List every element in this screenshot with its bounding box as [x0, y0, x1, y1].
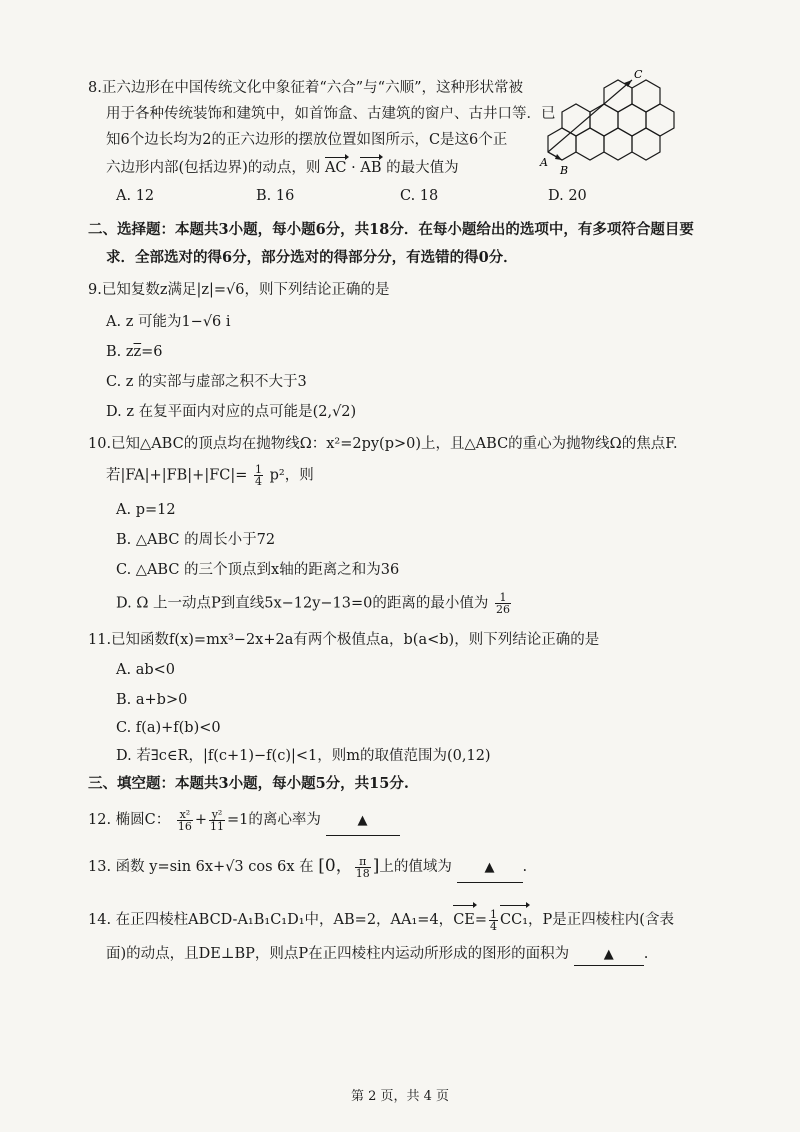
fraction-numerator: y² [209, 809, 225, 821]
page-footer: 第 2 页，共 4 页 [350, 1089, 450, 1104]
q9-option-b-pre: B. z [106, 344, 134, 360]
q13-end: . [522, 859, 528, 875]
fraction [355, 856, 371, 879]
q8-line3: 知6个边长均为2的正六边形的摆放位置如图所示，C是这6个正 [106, 132, 508, 148]
fraction-denominator: 11 [210, 819, 225, 833]
q10-option-d-text: D. Ω 上一动点P到直线5x−12y−13=0的距离的最小值为 [116, 595, 489, 612]
section2-heading-cont: 求．全部选对的得6分，部分选对的得部分分，有选错的得0分． [106, 249, 518, 266]
q11-stem: 11.已知函数f(x)=mx³−2x+2a有两个极值点a，b(a<b)，则下列结论正确的是 [88, 632, 600, 648]
q14-end: . [643, 946, 649, 962]
q9-option-c: C. z 的实部与虚部之积不大于3 [106, 374, 307, 390]
hexagon [548, 128, 576, 160]
answer-blank[interactable] [326, 806, 400, 836]
fraction-numerator: π [355, 856, 371, 868]
q12 [88, 806, 400, 836]
hexagon [632, 80, 660, 112]
hexagon [646, 104, 674, 136]
triangle-marker: ▲ [484, 860, 495, 875]
triangle-marker: ▲ [603, 947, 614, 962]
q8-option-a: A. 12 [116, 188, 155, 204]
q10-line2 [106, 464, 314, 487]
q14-line1-end: ，P是正四棱柱内(含表 [528, 912, 674, 928]
q12-pre: 12. 椭圆C： [88, 812, 171, 828]
q8-option-c: C. 18 [400, 188, 439, 204]
q11-option-a: A. ab<0 [116, 662, 175, 678]
q14-line2 [106, 944, 648, 966]
vector-ac: AC [324, 160, 347, 176]
fraction-denominator: 4 [490, 919, 498, 933]
hexagon-figure [538, 66, 698, 182]
q13 [88, 852, 527, 883]
arrowhead-b [555, 154, 562, 160]
q11-option-d: D. 若∃c∈R，|f(c+1)−f(c)|<1，则m的取值范围为(0,12) [116, 748, 491, 764]
label-a: A [540, 156, 548, 169]
fraction-denominator: 16 [177, 819, 192, 833]
q8-option-d: D. 20 [548, 188, 587, 204]
dot-operator: · [351, 160, 356, 176]
answer-blank[interactable] [574, 944, 644, 966]
fraction [177, 809, 193, 832]
q8-line4-text: 六边形内部(包括边界)的动点，则 [106, 160, 321, 176]
q9-option-a: A. z 可能为1−√6 i [106, 314, 231, 330]
q13-pre: 13. 函数 y=sin 6x+√3 cos 6x 在 [88, 859, 314, 875]
plus: + [194, 812, 208, 828]
q8-line2: 用于各种传统装饰和建筑中，如首饰盒、古建筑的窗户、古井口等．已 [106, 106, 556, 122]
fraction-numerator: 1 [255, 463, 263, 476]
fraction-numerator: 1 [495, 592, 511, 604]
hexagon [604, 128, 632, 160]
hexagon [590, 104, 618, 136]
vector-ab: AB [360, 160, 382, 176]
q12-post: =1的离心率为 [227, 812, 321, 828]
interval-open: [0， [318, 856, 353, 876]
q8-line4 [106, 158, 459, 178]
hexagon [618, 104, 646, 136]
section3-heading: 三、填空题：本题共3小题，每小题5分，共15分. [88, 775, 409, 792]
triangle-marker: ▲ [357, 813, 368, 828]
hexagon [632, 128, 660, 160]
fraction [254, 464, 263, 487]
q9-option-b-post: =6 [141, 344, 163, 360]
conjugate-z: $\overline{z}$ [133, 344, 142, 360]
q11-option-b: B. a+b>0 [116, 692, 188, 708]
answer-blank[interactable] [457, 853, 523, 883]
q14-line1 [88, 906, 674, 934]
q10-stem: 10.已知△ABC的顶点均在抛物线Ω：x²=2py(p>0)上，且△ABC的重心为抛物线Ω的焦点F. [88, 436, 678, 452]
q10-option-d [116, 592, 513, 615]
fraction-denominator: 18 [355, 866, 370, 880]
fraction-denominator: 26 [496, 603, 510, 616]
interval-close: ] [372, 856, 380, 876]
vector-ce: CE [453, 906, 475, 934]
q8-option-b: B. 16 [256, 188, 295, 204]
q9-stem: 9.已知复数z满足|z|=√6，则下列结论正确的是 [88, 282, 390, 298]
fraction [209, 809, 225, 832]
equals: = [474, 912, 488, 928]
q8-line4-end: 的最大值为 [386, 160, 459, 176]
label-c: C [634, 68, 643, 81]
q10-option-b: B. △ABC 的周长小于72 [116, 532, 276, 548]
q14-line2-text: 面)的动点，且DE⊥BP，则点P在正四棱柱内运动所形成的图形的面积为 [106, 946, 570, 962]
q10-option-a: A. p=12 [116, 502, 176, 518]
fraction-numerator: 1 [490, 907, 498, 921]
hexagon [576, 128, 604, 160]
label-b: B [560, 164, 569, 177]
vector-ac-line [548, 80, 632, 152]
q10-option-c: C. △ABC 的三个顶点到x轴的距离之和为36 [116, 562, 400, 578]
fraction [489, 909, 498, 932]
q9-option-b [106, 342, 163, 362]
q9-option-d: D. z 在复平面内对应的点可能是(2,√2) [106, 404, 357, 420]
fraction-numerator: x² [177, 809, 193, 821]
q8-line1: 8.正六边形在中国传统文化中象征着“六合”与“六顺”，这种形状常被 [88, 80, 523, 96]
q10-line2-end: p²，则 [269, 467, 314, 484]
fraction-denominator: 4 [255, 475, 263, 488]
fraction [495, 592, 511, 615]
q11-option-c: C. f(a)+f(b)<0 [116, 720, 221, 736]
section2-heading: 二、选择题：本题共3小题，每小题6分，共18分．在每小题给出的选项中，有多项符合题目要 [88, 221, 694, 238]
q10-line2-text: 若|FA|+|FB|+|FC|= [106, 467, 248, 484]
q13-post: 上的值域为 [379, 859, 452, 875]
q14-line1-text: 14. 在正四棱柱ABCD-A₁B₁C₁D₁中，AB=2，AA₁=4， [88, 912, 454, 928]
vector-cc1: CC₁ [500, 906, 528, 934]
